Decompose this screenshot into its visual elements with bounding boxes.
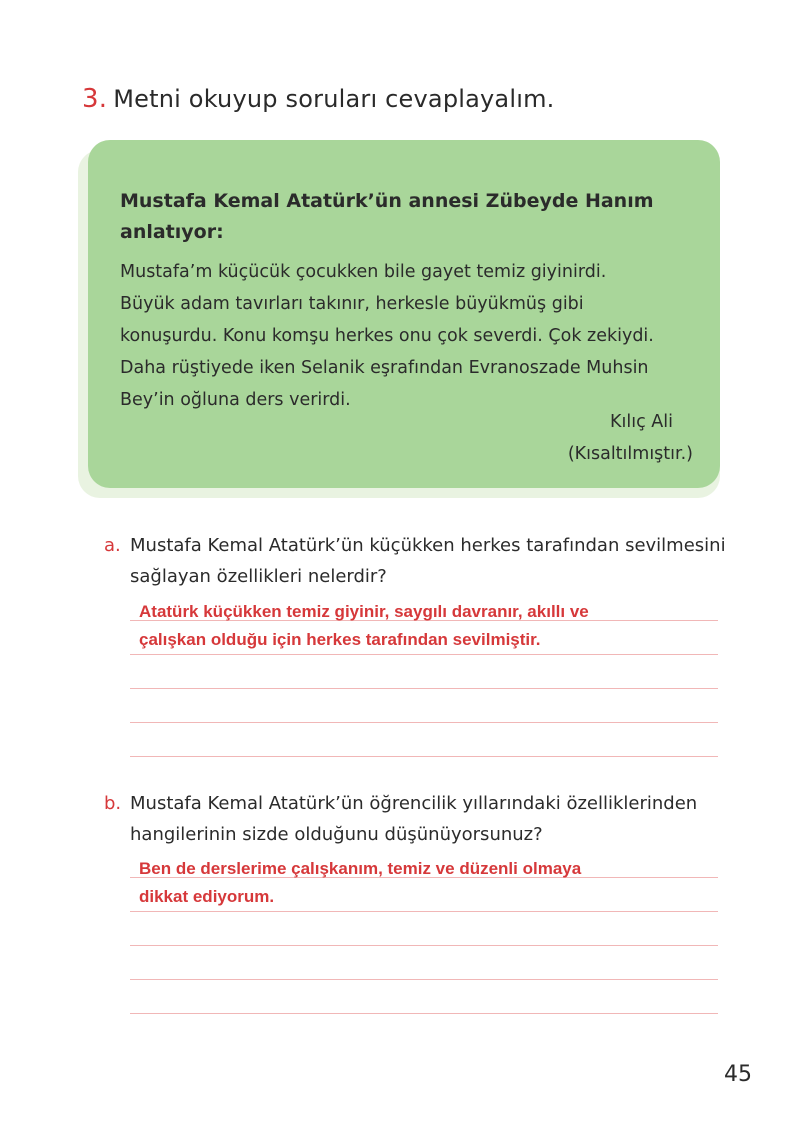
reading-body-line: Büyük adam tavırları takınır, herkesle büyükmüş gibi	[120, 294, 584, 314]
abridged-note: (Kısaltılmıştır.)	[567, 444, 693, 464]
reading-author: Kılıç Ali	[610, 412, 673, 432]
reading-body-line: Daha rüştiyede iken Selanik eşrafından Evranoszade Muhsin	[120, 358, 649, 378]
answer-line	[130, 1013, 718, 1014]
question-text: Mustafa Kemal Atatürk’ün küçükken herkes tarafından sevilmesini	[130, 535, 726, 556]
answer-line	[130, 654, 718, 655]
answer-a[interactable]	[139, 598, 589, 654]
reading-body-line: Mustafa’m küçücük çocukken bile gayet temiz giyinirdi.	[120, 262, 607, 282]
answer-text: çalışkan olduğu için herkes tarafından sevilmiştir.	[139, 630, 541, 649]
question-text: hangilerinin sizde olduğunu düşünüyorsunuz?	[130, 824, 543, 845]
reading-body-line: konuşurdu. Konu komşu herkes onu çok severdi. Çok zekiydi.	[120, 326, 654, 346]
question-text: Mustafa Kemal Atatürk’ün öğrencilik yıllarındaki özelliklerinden	[130, 793, 698, 814]
question-text: sağlayan özellikleri nelerdir?	[130, 566, 387, 587]
reading-title-line: anlatıyor:	[120, 221, 224, 243]
answer-line	[130, 722, 718, 723]
answer-line	[130, 911, 718, 912]
reading-title-line: Mustafa Kemal Atatürk’ün annesi Zübeyde Hanım	[120, 190, 654, 212]
question-letter: a.	[104, 535, 121, 556]
answer-line	[130, 688, 718, 689]
answer-text: Ben de derslerime çalışkanım, temiz ve düzenli olmaya	[139, 859, 582, 878]
answer-line	[130, 756, 718, 757]
question-letter: b.	[104, 793, 122, 814]
question-a	[104, 530, 726, 592]
reading-body	[120, 256, 700, 416]
reading-title	[120, 186, 680, 248]
answer-line	[130, 979, 718, 980]
exercise-heading	[82, 84, 554, 114]
exercise-number: 3.	[82, 84, 108, 114]
exercise-instruction: Metni okuyup soruları cevaplayalım.	[113, 85, 555, 113]
reading-body-line: Bey’in oğluna ders verirdi.	[120, 390, 351, 410]
answer-line	[130, 945, 718, 946]
page-number: 45	[724, 1062, 752, 1087]
answer-text: dikkat ediyorum.	[139, 887, 275, 906]
question-b	[104, 788, 697, 850]
answer-text: Atatürk küçükken temiz giyinir, saygılı davranır, akıllı ve	[139, 602, 589, 621]
answer-b[interactable]	[139, 855, 581, 911]
